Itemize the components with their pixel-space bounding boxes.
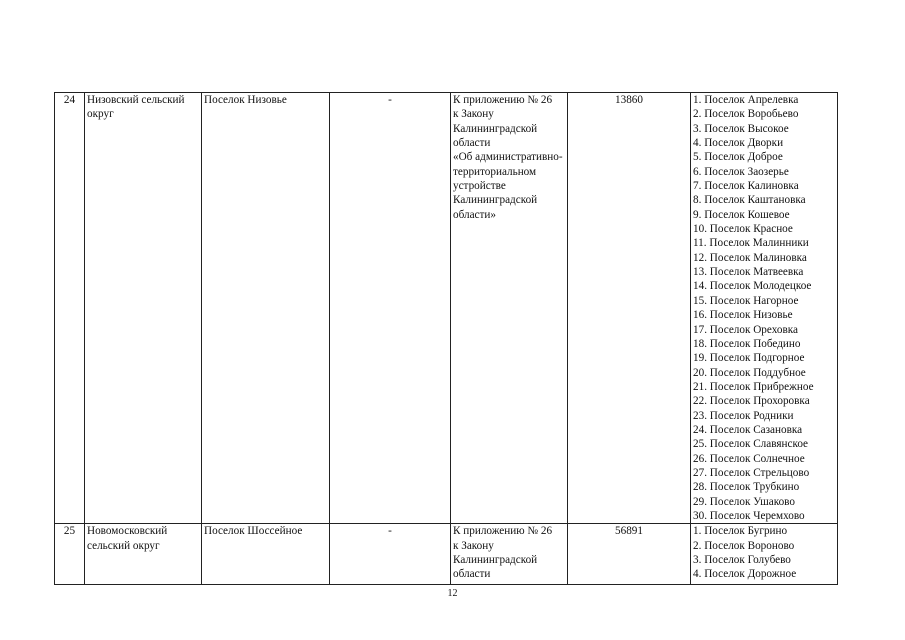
settlement-item: 28. Поселок Трубкино (693, 481, 800, 494)
settlement-item: 8. Поселок Каштановка (693, 194, 806, 207)
settlement-item: 25. Поселок Славянское (693, 438, 809, 451)
settlement-item: 2. Поселок Вороново (693, 539, 795, 552)
settlement-item: 2. Поселок Воробьево (693, 108, 799, 121)
settlement-item: 27. Поселок Стрельцово (693, 466, 810, 479)
settlement-item: 12. Поселок Малиновка (693, 251, 807, 264)
settlement-item: 1. Поселок Апрелевка (693, 94, 799, 106)
settlement-item: 29. Поселок Ушаково (693, 495, 795, 508)
reference-line: Калининградской (453, 554, 538, 566)
settlement-item: 19. Поселок Подгорное (693, 352, 805, 365)
settlement-item: 18. Поселок Победино (693, 337, 801, 350)
reference-line: Калининградской (453, 194, 538, 207)
reference-line: к Закону (453, 108, 494, 121)
reference-line: Калининградской (453, 122, 538, 135)
empty-value-cell: - (330, 524, 451, 585)
settlements-cell (691, 93, 838, 524)
settlement-item: 11. Поселок Малинники (693, 237, 809, 250)
settlement-item: 5. Поселок Доброе (693, 151, 783, 164)
row-number: 25 (55, 524, 85, 585)
settlement-item: 4. Поселок Дворки (693, 137, 784, 150)
population-cell: 56891 (568, 524, 691, 585)
law-reference-cell (451, 524, 568, 585)
population-cell: 13860 (568, 93, 691, 524)
settlement-item: 16. Поселок Низовье (693, 309, 793, 322)
settlement-item: 14. Поселок Молодецкое (693, 280, 812, 293)
settlement-item: 3. Поселок Голубево (693, 554, 791, 566)
settlement-item: 4. Поселок Дорожное (693, 568, 797, 581)
reference-line: к Закону (453, 539, 494, 552)
settlement-item: 3. Поселок Высокое (693, 122, 789, 135)
reference-line: К приложению № 26 (453, 94, 553, 106)
settlement-item: 13. Поселок Матвеевка (693, 266, 804, 279)
settlement-item: 9. Поселок Кошевое (693, 208, 790, 221)
administrative-center-cell: Поселок Шоссейное (202, 524, 330, 585)
settlement-item: 26. Поселок Солнечное (693, 452, 805, 465)
settlement-item: 7. Поселок Калиновка (693, 180, 799, 193)
reference-line: области» (453, 208, 496, 221)
settlements-table (54, 92, 838, 585)
municipality-cell (85, 524, 202, 585)
municipality-name-line: сельский округ (87, 539, 160, 552)
settlement-item: 24. Поселок Сазановка (693, 423, 803, 436)
empty-value-cell: - (330, 93, 451, 524)
settlement-item: 22. Поселок Прохоровка (693, 395, 810, 408)
table-row (55, 524, 838, 585)
reference-line: территориальном (453, 165, 537, 178)
administrative-center-cell: Поселок Низовье (202, 93, 330, 524)
municipality-cell (85, 93, 202, 524)
reference-line: устройстве (453, 180, 506, 193)
municipality-name-line: округ (87, 108, 114, 121)
reference-line: области (453, 568, 491, 581)
settlement-item: 20. Поселок Поддубное (693, 366, 806, 379)
municipality-name-line: Низовский сельский (87, 94, 185, 106)
row-number: 24 (55, 93, 85, 524)
settlement-item: 10. Поселок Красное (693, 223, 793, 236)
page-number: 12 (447, 588, 458, 599)
settlement-item: 6. Поселок Заозерье (693, 165, 789, 178)
municipality-name-line: Новомосковский (87, 525, 168, 538)
reference-line: «Об административно- (453, 151, 563, 164)
table-row (55, 93, 838, 524)
settlement-item: 15. Поселок Нагорное (693, 294, 799, 307)
settlement-item: 30. Поселок Черемхово (693, 509, 805, 522)
reference-line: К приложению № 26 (453, 525, 553, 538)
reference-line: области (453, 137, 491, 150)
settlement-item: 17. Поселок Ореховка (693, 323, 798, 336)
settlement-item: 23. Поселок Родники (693, 409, 794, 422)
law-reference-cell (451, 93, 568, 524)
settlement-item: 21. Поселок Прибрежное (693, 380, 814, 393)
settlements-cell (691, 524, 838, 585)
settlement-item: 1. Поселок Бугрино (693, 525, 788, 538)
